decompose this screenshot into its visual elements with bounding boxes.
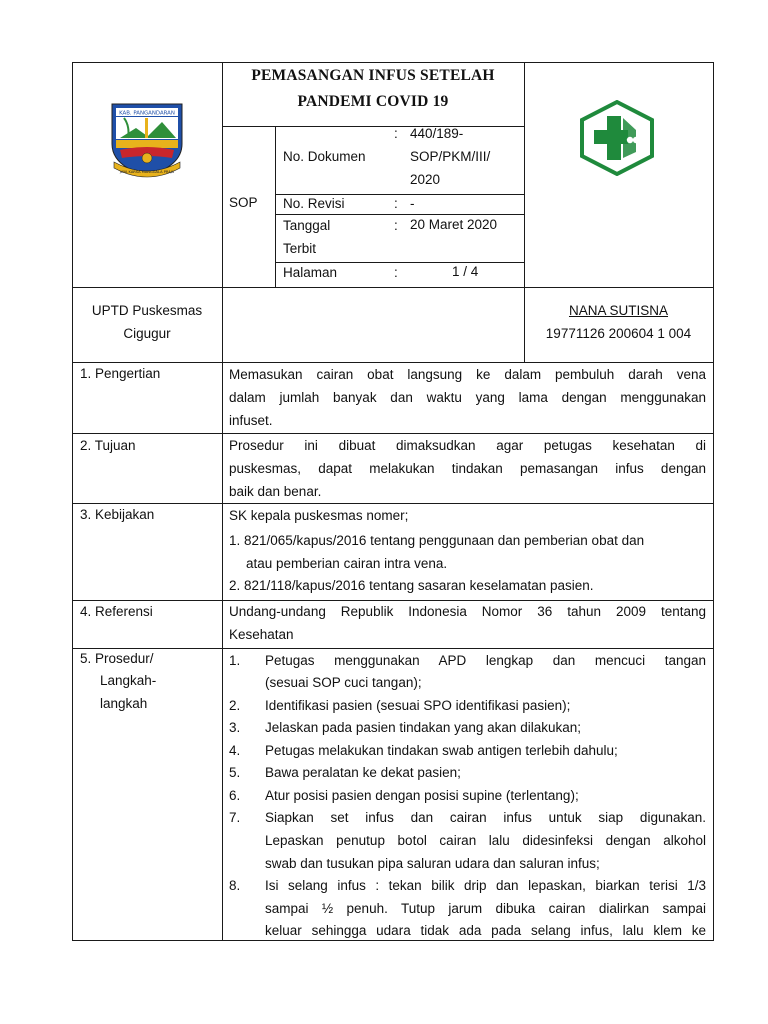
step-3-number: 3. (229, 720, 241, 735)
no-dokumen-value-line-1: 440/189- (410, 126, 464, 141)
tujuan-label: 2. Tujuan (80, 438, 136, 453)
step-7-number: 7. (229, 810, 241, 825)
pengertian-label: 1. Pengertian (80, 366, 161, 381)
step-2-number: 2. (229, 698, 241, 713)
tujuan-line-3: baik dan benar. (229, 484, 322, 499)
halaman-separator: : (394, 265, 398, 280)
unit-name-line-2: Cigugur (123, 326, 171, 341)
column-divider (222, 62, 223, 941)
prosedur-label-line-2: Langkah- (100, 673, 157, 688)
no-dokumen-value-line-2: SOP/PKM/III/ (410, 149, 491, 164)
step-6-line-1: Atur posisi pasien dengan posisi supine (terlentang); (265, 788, 579, 803)
step-8-line-2: sampai ½ penuh. Tutup jarum dibuka cairan dialirkan sampai (265, 901, 706, 916)
table-border-left (72, 62, 73, 941)
table-border-right (713, 62, 714, 941)
sop-label: SOP (229, 195, 258, 210)
pengertian-line-2: dalam jumlah banyak dan waktu yang lama dengan menggunakan (229, 390, 706, 405)
pengertian-line-1: Memasukan cairan obat langsung ke dalam pembuluh darah vena (229, 367, 706, 382)
halaman-value: 1 / 4 (452, 264, 479, 279)
svg-text:JAYA KARSA MANGGALA PRAJA: JAYA KARSA MANGGALA PRAJA (119, 170, 175, 174)
step-8-number: 8. (229, 878, 241, 893)
referensi-line-2: Kesehatan (229, 627, 294, 642)
official-nip: 19771126 200604 1 004 (545, 326, 692, 341)
no-dokumen-label: No. Dokumen (283, 149, 366, 164)
step-5-line-1: Bawa peralatan ke dekat pasien; (265, 765, 461, 780)
header-bottom-line (72, 287, 714, 288)
puskesmas-logo (578, 100, 656, 176)
step-1-line-1: Petugas menggunakan APD lengkap dan mencuci tangan (265, 653, 706, 668)
pengertian-line-3: infuset. (229, 413, 273, 428)
step-1-line-2: (sesuai SOP cuci tangan); (265, 675, 422, 690)
referensi-line-1: Undang-undang Republik Indonesia Nomor 36 tahun 2009 tentang (229, 604, 706, 619)
step-4-line-1: Petugas melakukan tindakan swab antigen terlebih dahulu; (265, 743, 618, 758)
step-7-line-1: Siapkan set infus dan cairan infus untuk siap digunakan. (265, 810, 706, 825)
unit-name-line-1: UPTD Puskesmas (91, 303, 203, 318)
kebijakan-label: 3. Kebijakan (80, 507, 155, 522)
prosedur-label-line-1: 5. Prosedur/ (80, 651, 154, 666)
document-title-line-1: PEMASANGAN INFUS SETELAH (251, 67, 495, 84)
prosedur-label-line-3: langkah (100, 696, 148, 711)
no-revisi-value: - (410, 196, 415, 211)
no-revisi-label: No. Revisi (283, 196, 345, 211)
title-divider (222, 126, 524, 127)
kebijakan-item-1-line-1: 1. 821/065/kapus/2016 tentang penggunaan dan pemberian obat dan (229, 533, 645, 548)
sop-divider (275, 126, 276, 287)
svg-text:KAB. PANGANDARAN: KAB. PANGANDARAN (119, 110, 175, 117)
no-revisi-separator: : (394, 196, 398, 211)
step-4-number: 4. (229, 743, 241, 758)
step-8-line-3: keluar sehingga udara tidak ada pada selang infus, lalu klem ke (265, 923, 706, 938)
kebijakan-item-2: 2. 821/118/kapus/2016 tentang sasaran keselamatan pasien. (229, 578, 594, 593)
step-5-number: 5. (229, 765, 241, 780)
step-2-line-1: Identifikasi pasien (sesuai SPO identifikasi pasien); (265, 698, 571, 713)
halaman-label: Halaman (283, 265, 338, 280)
tujuan-line-1: Prosedur ini dibuat dimaksudkan agar petugas kesehatan di (229, 438, 706, 453)
step-1-number: 1. (229, 653, 241, 668)
regency-crest-logo (106, 100, 188, 180)
step-6-number: 6. (229, 788, 241, 803)
step-8-line-1: Isi selang infus : tekan bilik drip dan lepaskan, biarkan terisi 1/3 (265, 878, 706, 893)
tujuan-line-2: puskesmas, dapat melakukan tindakan pemasangan infus dengan (229, 461, 706, 476)
tanggal-value: 20 Maret 2020 (410, 217, 498, 232)
no-dokumen-separator: : (394, 126, 398, 141)
document-title-line-2: PANDEMI COVID 19 (297, 93, 449, 110)
step-3-line-1: Jelaskan pada pasien tindakan yang akan dilakukan; (265, 720, 581, 735)
step-7-line-3: swab dan tusukan pipa saluran udara dan saluran infus; (265, 856, 600, 871)
tanggal-label-line-2: Terbit (283, 241, 317, 256)
tanggal-label-line-1: Tanggal (283, 218, 331, 233)
no-dokumen-value-line-3: 2020 (410, 172, 441, 187)
kebijakan-intro: SK kepala puskesmas nomer; (229, 508, 409, 523)
kebijakan-item-1-line-2: atau pemberian cairan intra vena. (246, 556, 448, 571)
referensi-label: 4. Referensi (80, 604, 153, 619)
step-7-line-2: Lepaskan penutup botol cairan lalu didesinfeksi dengan alkohol (265, 833, 706, 848)
official-name: NANA SUTISNA (568, 303, 669, 318)
tanggal-separator: : (394, 218, 398, 233)
